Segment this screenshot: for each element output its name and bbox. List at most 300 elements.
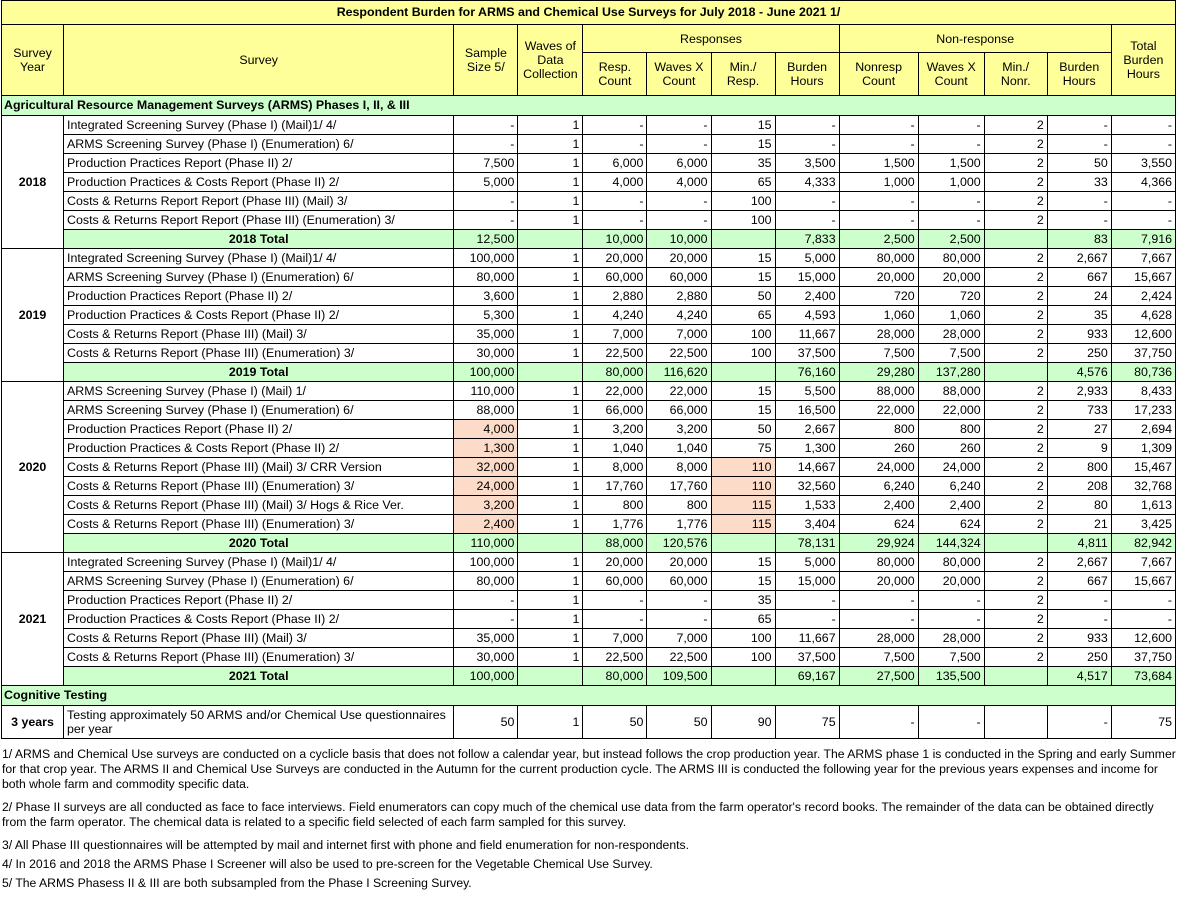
total-label-cell: 2020 Total (64, 534, 454, 553)
value-cell: - (775, 192, 839, 211)
table-row (2, 477, 1176, 496)
value-cell: 4,000 (583, 173, 647, 192)
value-cell: 1 (518, 192, 583, 211)
value-cell: 50 (583, 706, 647, 739)
value-cell: 1,309 (1111, 439, 1175, 458)
value-cell: 2,400 (775, 287, 839, 306)
value-cell: 12,600 (1111, 325, 1175, 344)
value-cell: 2,667 (1047, 553, 1111, 572)
value-cell: 22,000 (839, 401, 918, 420)
value-cell: 7,500 (839, 344, 918, 363)
value-cell: 32,000 (454, 458, 518, 477)
table-row (2, 591, 1176, 610)
value-cell: - (647, 135, 711, 154)
survey-name-cell: Integrated Screening Survey (Phase I) (Mail)1/ 4/ (64, 116, 454, 135)
survey-name-cell: ARMS Screening Survey (Phase I) (Enumeration) 6/ (64, 572, 454, 591)
value-cell: 1 (518, 420, 583, 439)
value-cell: - (1111, 116, 1175, 135)
value-cell: 66,000 (647, 401, 711, 420)
value-cell: 50 (647, 706, 711, 739)
value-cell: 80,000 (839, 553, 918, 572)
value-cell: 2,694 (1111, 420, 1175, 439)
value-cell: 2,667 (775, 420, 839, 439)
value-cell: 15 (711, 116, 775, 135)
value-cell: 933 (1047, 629, 1111, 648)
value-cell: 6,240 (918, 477, 984, 496)
total-value-cell: 10,000 (647, 230, 711, 249)
value-cell: 60,000 (647, 268, 711, 287)
total-value-cell (984, 363, 1047, 382)
value-cell (984, 706, 1047, 739)
value-cell: 15,000 (775, 268, 839, 287)
value-cell: - (1047, 135, 1111, 154)
value-cell: 1 (518, 382, 583, 401)
value-cell: 2 (984, 382, 1047, 401)
value-cell: 2,667 (1047, 249, 1111, 268)
value-cell: 3,404 (775, 515, 839, 534)
value-cell: 2 (984, 629, 1047, 648)
value-cell: 4,000 (454, 420, 518, 439)
value-cell: 7,500 (454, 154, 518, 173)
section-arms: Agricultural Resource Management Surveys (ARMS) Phases I, II, & III (2, 96, 1176, 116)
total-value-cell (711, 230, 775, 249)
value-cell: 22,000 (583, 382, 647, 401)
value-cell: 17,760 (647, 477, 711, 496)
table-row (2, 629, 1176, 648)
value-cell: 50 (711, 287, 775, 306)
value-cell: 3,200 (454, 496, 518, 515)
header-responses: Responses (583, 25, 839, 53)
value-cell: 110 (711, 458, 775, 477)
value-cell: 6,000 (583, 154, 647, 173)
total-label-cell: 2021 Total (64, 667, 454, 686)
value-cell: 60,000 (583, 268, 647, 287)
value-cell: 15 (711, 135, 775, 154)
value-cell: 1 (518, 249, 583, 268)
header-survey-year: Survey Year (2, 25, 64, 96)
value-cell: 22,500 (647, 648, 711, 667)
value-cell: 20,000 (839, 268, 918, 287)
value-cell: 2 (984, 496, 1047, 515)
value-cell: 28,000 (918, 629, 984, 648)
header-nonresp-count: Nonresp Count (839, 53, 918, 96)
survey-name-cell: Integrated Screening Survey (Phase I) (Mail)1/ 4/ (64, 249, 454, 268)
survey-name-cell: Production Practices & Costs Report (Phase II) 2/ (64, 306, 454, 325)
value-cell: 1 (518, 629, 583, 648)
value-cell: 24,000 (454, 477, 518, 496)
value-cell: 260 (839, 439, 918, 458)
table-row (2, 610, 1176, 629)
total-value-cell: 80,000 (583, 363, 647, 382)
value-cell: 4,240 (647, 306, 711, 325)
value-cell: - (1047, 706, 1111, 739)
value-cell: 37,500 (775, 344, 839, 363)
value-cell: 22,500 (583, 648, 647, 667)
value-cell: 800 (647, 496, 711, 515)
header-burden-hours-nr: Burden Hours (1047, 53, 1111, 96)
survey-name-cell: Costs & Returns Report (Phase III) (Mail) 3/ CRR Version (64, 458, 454, 477)
value-cell: 2 (984, 325, 1047, 344)
value-cell: 16,500 (775, 401, 839, 420)
table-row (2, 648, 1176, 667)
value-cell: 80 (1047, 496, 1111, 515)
table-row (2, 458, 1176, 477)
value-cell: - (775, 211, 839, 230)
value-cell: 22,000 (647, 382, 711, 401)
total-value-cell: 4,517 (1047, 667, 1111, 686)
total-row (2, 534, 1176, 553)
value-cell: 260 (918, 439, 984, 458)
value-cell: 1,060 (839, 306, 918, 325)
total-value-cell: 4,811 (1047, 534, 1111, 553)
value-cell: - (454, 211, 518, 230)
value-cell: 7,667 (1111, 249, 1175, 268)
value-cell: 28,000 (839, 629, 918, 648)
total-value-cell (984, 667, 1047, 686)
value-cell: 1 (518, 496, 583, 515)
value-cell: 2 (984, 572, 1047, 591)
total-value-cell: 7,916 (1111, 230, 1175, 249)
value-cell: 37,750 (1111, 344, 1175, 363)
value-cell: 15 (711, 382, 775, 401)
value-cell: 1 (518, 154, 583, 173)
value-cell: - (1111, 192, 1175, 211)
survey-name-cell: Integrated Screening Survey (Phase I) (Mail)1/ 4/ (64, 553, 454, 572)
value-cell: 733 (1047, 401, 1111, 420)
table-row (2, 706, 1176, 739)
value-cell: 2 (984, 154, 1047, 173)
value-cell: 100 (711, 648, 775, 667)
table-row (2, 344, 1176, 363)
value-cell: 60,000 (647, 572, 711, 591)
value-cell: 30,000 (454, 648, 518, 667)
value-cell: 50 (1047, 154, 1111, 173)
value-cell: 24,000 (918, 458, 984, 477)
header-sample-size: Sample Size 5/ (454, 25, 518, 96)
table-row (2, 496, 1176, 515)
value-cell: 50 (454, 706, 518, 739)
value-cell: 20,000 (839, 572, 918, 591)
header-min-resp: Min./ Resp. (711, 53, 775, 96)
table-row (2, 401, 1176, 420)
total-value-cell (711, 363, 775, 382)
value-cell: 80,000 (454, 268, 518, 287)
value-cell: 4,366 (1111, 173, 1175, 192)
value-cell: 4,240 (583, 306, 647, 325)
value-cell: - (775, 610, 839, 629)
survey-name-cell: Production Practices & Costs Report (Phase II) 2/ (64, 439, 454, 458)
value-cell: - (647, 192, 711, 211)
value-cell: - (583, 135, 647, 154)
value-cell: 32,560 (775, 477, 839, 496)
value-cell: 208 (1047, 477, 1111, 496)
value-cell: 90 (711, 706, 775, 739)
value-cell: 4,333 (775, 173, 839, 192)
value-cell: 2 (984, 648, 1047, 667)
footnotes (2, 747, 1177, 891)
value-cell: - (583, 610, 647, 629)
total-value-cell: 144,324 (918, 534, 984, 553)
value-cell: 933 (1047, 325, 1111, 344)
footnote-3: 3/ All Phase III questionnaires will be attempted by mail and internet first with phone and field enumeration for non-respondents. (2, 838, 689, 852)
value-cell: - (647, 116, 711, 135)
survey-name-cell: ARMS Screening Survey (Phase I) (Enumeration) 6/ (64, 401, 454, 420)
value-cell: 8,433 (1111, 382, 1175, 401)
survey-name-cell: ARMS Screening Survey (Phase I) (Mail) 1/ (64, 382, 454, 401)
survey-name-cell: Costs & Returns Report (Phase III) (Mail) 3/ Hogs & Rice Ver. (64, 496, 454, 515)
value-cell: 2 (984, 268, 1047, 287)
value-cell: 1 (518, 706, 583, 739)
value-cell: 1 (518, 287, 583, 306)
value-cell: 1 (518, 135, 583, 154)
value-cell: 1 (518, 344, 583, 363)
total-value-cell: 135,500 (918, 667, 984, 686)
table-row (2, 154, 1176, 173)
value-cell: 33 (1047, 173, 1111, 192)
value-cell: 2 (984, 211, 1047, 230)
value-cell: 1,613 (1111, 496, 1175, 515)
value-cell: 5,000 (775, 249, 839, 268)
value-cell: 1,060 (918, 306, 984, 325)
value-cell: 1,500 (918, 154, 984, 173)
value-cell: - (583, 211, 647, 230)
table-row (2, 135, 1176, 154)
value-cell: 22,000 (918, 401, 984, 420)
value-cell: 15 (711, 249, 775, 268)
value-cell: 1 (518, 610, 583, 629)
value-cell: 1 (518, 401, 583, 420)
value-cell: - (1047, 610, 1111, 629)
value-cell: 4,000 (647, 173, 711, 192)
header-survey: Survey (64, 25, 454, 96)
value-cell: 110 (711, 477, 775, 496)
value-cell: 7,667 (1111, 553, 1175, 572)
total-value-cell (984, 230, 1047, 249)
value-cell: 7,500 (918, 648, 984, 667)
value-cell: 667 (1047, 572, 1111, 591)
total-value-cell: 100,000 (454, 363, 518, 382)
value-cell: 2,933 (1047, 382, 1111, 401)
value-cell: 2 (984, 477, 1047, 496)
value-cell: 65 (711, 173, 775, 192)
value-cell: 7,000 (583, 325, 647, 344)
value-cell: - (918, 135, 984, 154)
value-cell: 80,000 (454, 572, 518, 591)
value-cell: 100 (711, 192, 775, 211)
table-row (2, 116, 1176, 135)
value-cell: 75 (711, 439, 775, 458)
total-value-cell: 76,160 (775, 363, 839, 382)
total-value-cell: 78,131 (775, 534, 839, 553)
value-cell: 17,760 (583, 477, 647, 496)
value-cell: - (918, 192, 984, 211)
total-value-cell (984, 534, 1047, 553)
value-cell: 20,000 (583, 553, 647, 572)
value-cell: 37,750 (1111, 648, 1175, 667)
value-cell: 11,667 (775, 629, 839, 648)
value-cell: 7,000 (647, 629, 711, 648)
total-row (2, 230, 1176, 249)
value-cell: 12,600 (1111, 629, 1175, 648)
value-cell: 720 (918, 287, 984, 306)
value-cell: - (1047, 192, 1111, 211)
value-cell: - (839, 610, 918, 629)
total-value-cell: 116,620 (647, 363, 711, 382)
total-value-cell: 80,736 (1111, 363, 1175, 382)
value-cell: 624 (918, 515, 984, 534)
value-cell: 6,000 (647, 154, 711, 173)
value-cell: 15 (711, 401, 775, 420)
value-cell: 80,000 (918, 249, 984, 268)
header-min-nonr: Min./ Nonr. (984, 53, 1047, 96)
value-cell: 3,200 (647, 420, 711, 439)
value-cell: - (839, 192, 918, 211)
survey-name-cell: Costs & Returns Report (Phase III) (Enumeration) 3/ (64, 477, 454, 496)
total-value-cell (711, 667, 775, 686)
value-cell: - (1047, 211, 1111, 230)
value-cell: 2 (984, 553, 1047, 572)
value-cell: 17,233 (1111, 401, 1175, 420)
value-cell: - (918, 211, 984, 230)
value-cell: - (1111, 610, 1175, 629)
total-value-cell: 12,500 (454, 230, 518, 249)
value-cell: - (454, 116, 518, 135)
value-cell: - (839, 591, 918, 610)
value-cell: - (775, 591, 839, 610)
value-cell: 5,000 (775, 553, 839, 572)
value-cell: 7,500 (918, 344, 984, 363)
value-cell: 80,000 (839, 249, 918, 268)
value-cell: 2,400 (454, 515, 518, 534)
total-value-cell: 4,576 (1047, 363, 1111, 382)
table-row (2, 211, 1176, 230)
value-cell: - (454, 591, 518, 610)
footnote-1: 1/ ARMS and Chemical Use surveys are conducted on a cyclicle basis that does not follow a calendar year, but instead follows the crop production year. The ARMS phase 1 is conducted in the Spring and early Summer for that crop year. The ARMS II and Chemical Use Surveys are conducted in the Autumn for the current production cycle. The ARMS III is conducted the following year for the previous years expenses and income for both whole farm and commodity specific data. (2, 747, 1176, 791)
value-cell: - (583, 116, 647, 135)
value-cell: 15 (711, 572, 775, 591)
survey-name-cell: Production Practices Report (Phase II) 2/ (64, 591, 454, 610)
value-cell: 88,000 (454, 401, 518, 420)
total-value-cell: 100,000 (454, 667, 518, 686)
burden-table (1, 0, 1176, 739)
survey-year-cell: 2019 (2, 249, 64, 382)
value-cell: 3,425 (1111, 515, 1175, 534)
value-cell: 2 (984, 458, 1047, 477)
total-value-cell: 110,000 (454, 534, 518, 553)
value-cell: 1 (518, 173, 583, 192)
value-cell: 21 (1047, 515, 1111, 534)
value-cell: 35,000 (454, 325, 518, 344)
value-cell: 20,000 (583, 249, 647, 268)
value-cell: 35 (1047, 306, 1111, 325)
value-cell: 20,000 (918, 572, 984, 591)
value-cell: 22,500 (647, 344, 711, 363)
value-cell: 28,000 (918, 325, 984, 344)
survey-name-cell: Production Practices Report (Phase II) 2/ (64, 420, 454, 439)
value-cell: 1 (518, 306, 583, 325)
value-cell: 4,628 (1111, 306, 1175, 325)
value-cell: 800 (1047, 458, 1111, 477)
survey-name-cell: Costs & Returns Report Report (Phase III) (Mail) 3/ (64, 192, 454, 211)
survey-name-cell: ARMS Screening Survey (Phase I) (Enumeration) 6/ (64, 135, 454, 154)
value-cell: - (839, 211, 918, 230)
total-value-cell: 109,500 (647, 667, 711, 686)
value-cell: 100 (711, 629, 775, 648)
table-row (2, 572, 1176, 591)
value-cell: 250 (1047, 344, 1111, 363)
value-cell: 1,300 (454, 439, 518, 458)
value-cell: 5,000 (454, 173, 518, 192)
value-cell: 88,000 (918, 382, 984, 401)
value-cell: 2,400 (918, 496, 984, 515)
table-row (2, 192, 1176, 211)
value-cell: - (1047, 591, 1111, 610)
value-cell: 1,000 (918, 173, 984, 192)
value-cell: 35,000 (454, 629, 518, 648)
header-waves: Waves of Data Collection (518, 25, 583, 96)
value-cell: 37,500 (775, 648, 839, 667)
value-cell: - (647, 211, 711, 230)
total-value-cell (518, 363, 583, 382)
value-cell: 3,600 (454, 287, 518, 306)
survey-name-cell: Production Practices & Costs Report (Phase II) 2/ (64, 173, 454, 192)
survey-year-cell: 2021 (2, 553, 64, 686)
value-cell: 65 (711, 610, 775, 629)
total-value-cell: 69,167 (775, 667, 839, 686)
value-cell: 15 (711, 553, 775, 572)
value-cell: 28,000 (839, 325, 918, 344)
table-row (2, 249, 1176, 268)
survey-year-cell: 3 years (2, 706, 64, 739)
table-row (2, 382, 1176, 401)
value-cell: 66,000 (583, 401, 647, 420)
value-cell: 2 (984, 287, 1047, 306)
total-value-cell: 73,684 (1111, 667, 1175, 686)
value-cell: 2 (984, 591, 1047, 610)
table-row (2, 173, 1176, 192)
value-cell: - (583, 591, 647, 610)
total-value-cell: 29,924 (839, 534, 918, 553)
value-cell: - (454, 610, 518, 629)
value-cell: 6,240 (839, 477, 918, 496)
value-cell: 1 (518, 648, 583, 667)
value-cell: 1,040 (583, 439, 647, 458)
value-cell: 60,000 (583, 572, 647, 591)
total-label-cell: 2018 Total (64, 230, 454, 249)
value-cell: 35 (711, 154, 775, 173)
value-cell: 2 (984, 306, 1047, 325)
value-cell: 2 (984, 116, 1047, 135)
footnote-4: 4/ In 2016 and 2018 the ARMS Phase I Screener will also be used to pre-screen for the Vegetable Chemical Use Survey. (2, 857, 653, 871)
value-cell: 2 (984, 401, 1047, 420)
total-value-cell: 80,000 (583, 667, 647, 686)
total-row (2, 363, 1176, 382)
value-cell: - (1047, 116, 1111, 135)
value-cell: - (839, 706, 918, 739)
value-cell: 250 (1047, 648, 1111, 667)
value-cell: 20,000 (647, 553, 711, 572)
total-value-cell (518, 534, 583, 553)
value-cell: 3,550 (1111, 154, 1175, 173)
value-cell: 100 (711, 344, 775, 363)
value-cell: 1 (518, 553, 583, 572)
value-cell: 7,000 (583, 629, 647, 648)
table-row (2, 325, 1176, 344)
header-resp-count: Resp. Count (583, 53, 647, 96)
total-value-cell: 83 (1047, 230, 1111, 249)
value-cell: 800 (918, 420, 984, 439)
value-cell: - (583, 192, 647, 211)
